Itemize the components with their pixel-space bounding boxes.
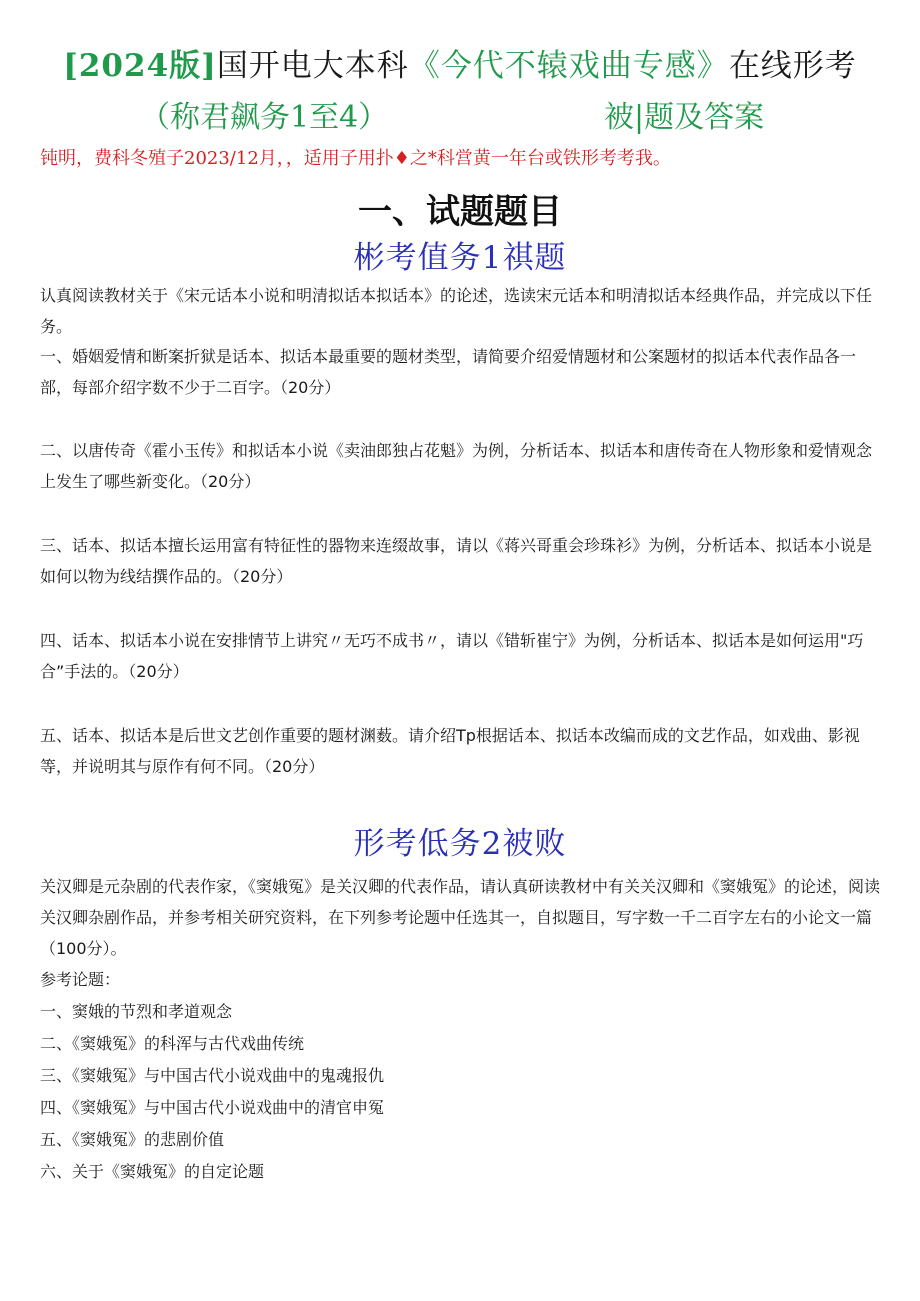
document-subtitle <box>140 92 800 136</box>
task1-intro: 认真阅读教材关于《宋元话本小说和明清拟话本拟话本》的论述，选读宋元话本和明清拟话本经典作品，并完成以下任务。 <box>40 286 873 336</box>
reference-topic: 二、《窦娥冤》的科浑与古代戏曲传统 <box>40 1034 305 1053</box>
reference-topics-label: 参考论题： <box>40 970 121 989</box>
task1-item: 三、话本、拟话本擅长运用富有特征性的器物来连缀故事，请以《蒋兴哥重会珍珠衫》为例，分析话本、拟话本小说是如何以物为线结撰作品的。（20分） <box>40 536 873 586</box>
reference-topic: 六、关于《窦娥冤》的自定论题 <box>40 1162 265 1181</box>
title-course-name: 《今代不辕戏曲专感》 <box>408 48 729 84</box>
task1-item: 四、话本、拟话本小说在安排情节上讲究〃无巧不成书〃，请以《错斩崔宁》为例，分析话本、拟话本是如何运用"巧合”手法的。（20分） <box>40 631 864 681</box>
task2-title: 形考低务2被败 <box>353 826 567 862</box>
task1-item: 一、婚姻爱情和断案折狱是话本、拟话本最重要的题材类型，请简要介绍爱情题材和公案题材的拟话本代表作品各一部，每部介绍字数不少于二百字。（20分） <box>40 347 857 397</box>
subtitle-right: 被|题及答案 <box>604 100 765 135</box>
reference-topic: 四、《窦娥冤》与中国古代小说戏曲中的清官申冤 <box>40 1098 385 1117</box>
title-version-tag: [2024版] <box>63 48 217 84</box>
document-note: 钝明，费科冬殖子2023/12月，，适用子用扑♦之*科営黄一年台或铁形考考我。 <box>40 148 671 169</box>
task1-item: 二、以唐传奇《霍小玉传》和拟话本小说《卖油郎独占花魁》为例，分析话本、拟话本和唐传奇在人物形象和爱情观念上发生了哪些新变化。（20分） <box>40 441 873 491</box>
reference-topic: 一、窦娥的节烈和孝道观念 <box>40 1002 233 1021</box>
section-heading: 一、试题题目 <box>358 192 562 232</box>
task2-intro: 关汉卿是元杂剧的代表作家，《窦娥冤》是关汉卿的代表作品，请认真研读教材中有关关汉卿和《窦娥冤》的论述，阅读关汉卿杂剧作品，并参考相关研究资料，在下列参考论题中任选其一，自拟题目，写字数一千二百字左右的小论文一篇（100分）。 <box>40 877 881 958</box>
subtitle-left: （称君飙务1至4） <box>140 100 389 135</box>
title-suffix: 在线形考 <box>728 48 857 84</box>
task1-title: 彬考值务1祺题 <box>353 240 567 276</box>
reference-topic: 三、《窦娥冤》与中国古代小说戏曲中的鬼魂报仇 <box>40 1066 385 1085</box>
task1-item: 五、话本、拟话本是后世文艺创作重要的题材渊薮。请介绍Tp根据话本、拟话本改编而成的文艺作品，如戏曲、影视等，并说明其与原作有何不同。（20分） <box>40 726 860 776</box>
reference-topic: 五、《窦娥冤》的悲剧价值 <box>40 1130 225 1149</box>
document-title <box>0 40 920 85</box>
title-main: 国开电大本科 <box>216 48 409 84</box>
